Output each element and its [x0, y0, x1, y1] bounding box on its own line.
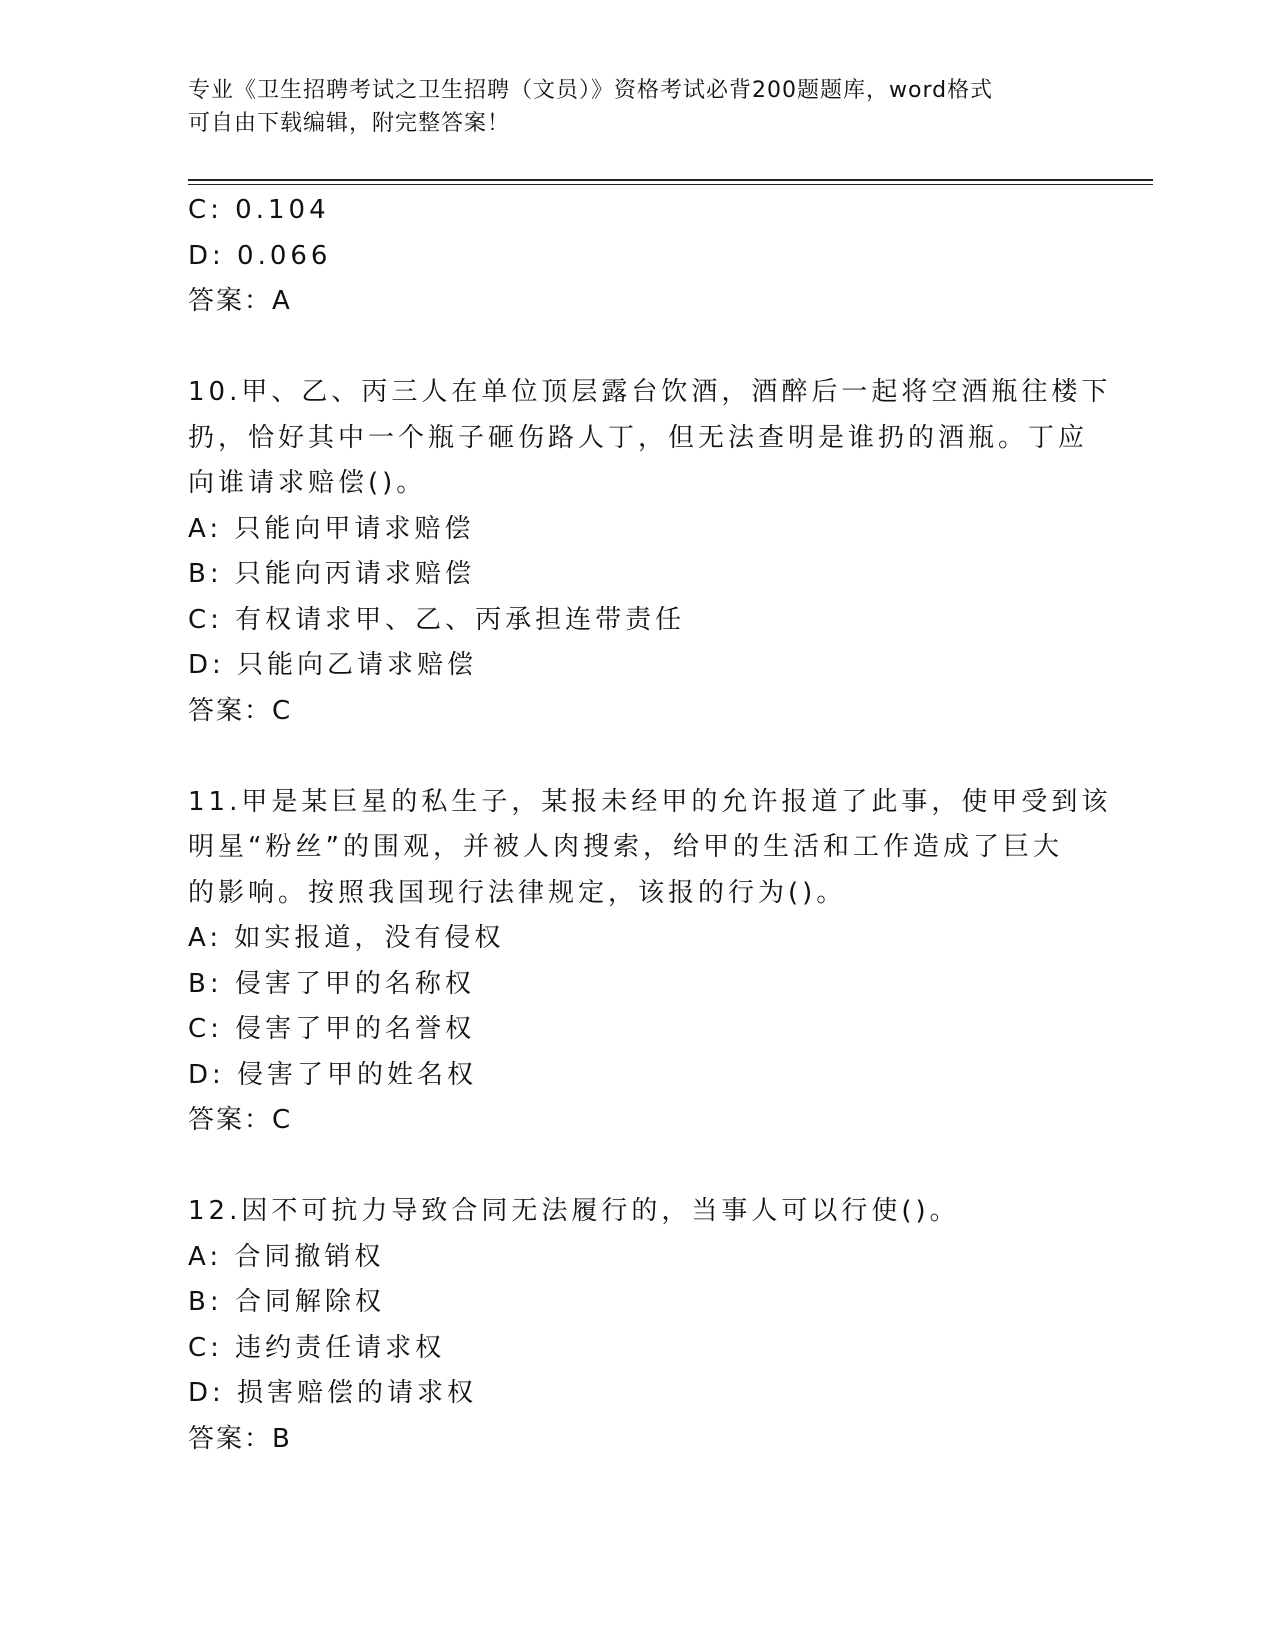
header-divider-thin — [188, 184, 1153, 185]
question-text-line: 扔，恰好其中一个瓶子砸伤路人丁，但无法查明是谁扔的酒瓶。丁应 — [188, 422, 1089, 453]
option-c: C: 0.104 — [188, 195, 330, 225]
header-line-2: 可自由下载编辑，附完整答案！ — [188, 111, 511, 136]
question-text-line: 向谁请求赔偿()。 — [188, 468, 427, 498]
question-11 — [188, 780, 1112, 1144]
option-c: C: 有权请求甲、乙、丙承担连带责任 — [188, 604, 686, 635]
option-b: B: 只能向丙请求赔偿 — [188, 559, 475, 589]
spacer — [188, 734, 1088, 780]
header-line-1: 专业《卫生招聘考试之卫生招聘（文员）》资格考试必背200题题库，word格式 — [188, 78, 994, 103]
option-b: B: 合同解除权 — [188, 1287, 385, 1317]
option-a: A: 只能向甲请求赔偿 — [188, 513, 475, 544]
question-text-line: 的影响。按照我国现行法律规定，该报的行为()。 — [188, 877, 847, 908]
answer-line: 答案：C — [188, 695, 293, 726]
header-divider-thick — [188, 179, 1153, 181]
spacer — [188, 1144, 1088, 1190]
option-d: D: 只能向乙请求赔偿 — [188, 650, 478, 680]
question-12 — [188, 1189, 1088, 1462]
question-text-line: 10.甲、乙、丙三人在单位顶层露台饮酒，酒醉后一起将空酒瓶往楼下 — [188, 377, 1112, 407]
answer-line: 答案：C — [188, 1105, 293, 1135]
option-d: D: 侵害了甲的姓名权 — [188, 1059, 478, 1090]
spacer — [188, 325, 1088, 371]
previous-question-tail — [188, 188, 1088, 325]
answer-line: 答案：A — [188, 286, 292, 316]
option-d: D: 0.066 — [188, 240, 332, 271]
option-b: B: 侵害了甲的名称权 — [188, 968, 475, 999]
question-text-line: 明星“粉丝”的围观，并被人肉搜索，给甲的生活和工作造成了巨大 — [188, 832, 1063, 862]
option-c: C: 违约责任请求权 — [188, 1332, 446, 1363]
answer-line: 答案：B — [188, 1423, 292, 1454]
option-a: A: 合同撤销权 — [188, 1241, 385, 1272]
option-c: C: 侵害了甲的名誉权 — [188, 1014, 476, 1044]
question-text-line: 12.因不可抗力导致合同无法履行的，当事人可以行使()。 — [188, 1196, 960, 1226]
option-d: D: 损害赔偿的请求权 — [188, 1378, 478, 1408]
document-body — [188, 188, 1112, 1462]
question-text-line: 11.甲是某巨星的私生子，某报未经甲的允许报道了此事，使甲受到该 — [188, 786, 1112, 817]
question-10 — [188, 370, 1112, 734]
option-a: A: 如实报道，没有侵权 — [188, 923, 505, 953]
document-header — [188, 74, 1088, 140]
